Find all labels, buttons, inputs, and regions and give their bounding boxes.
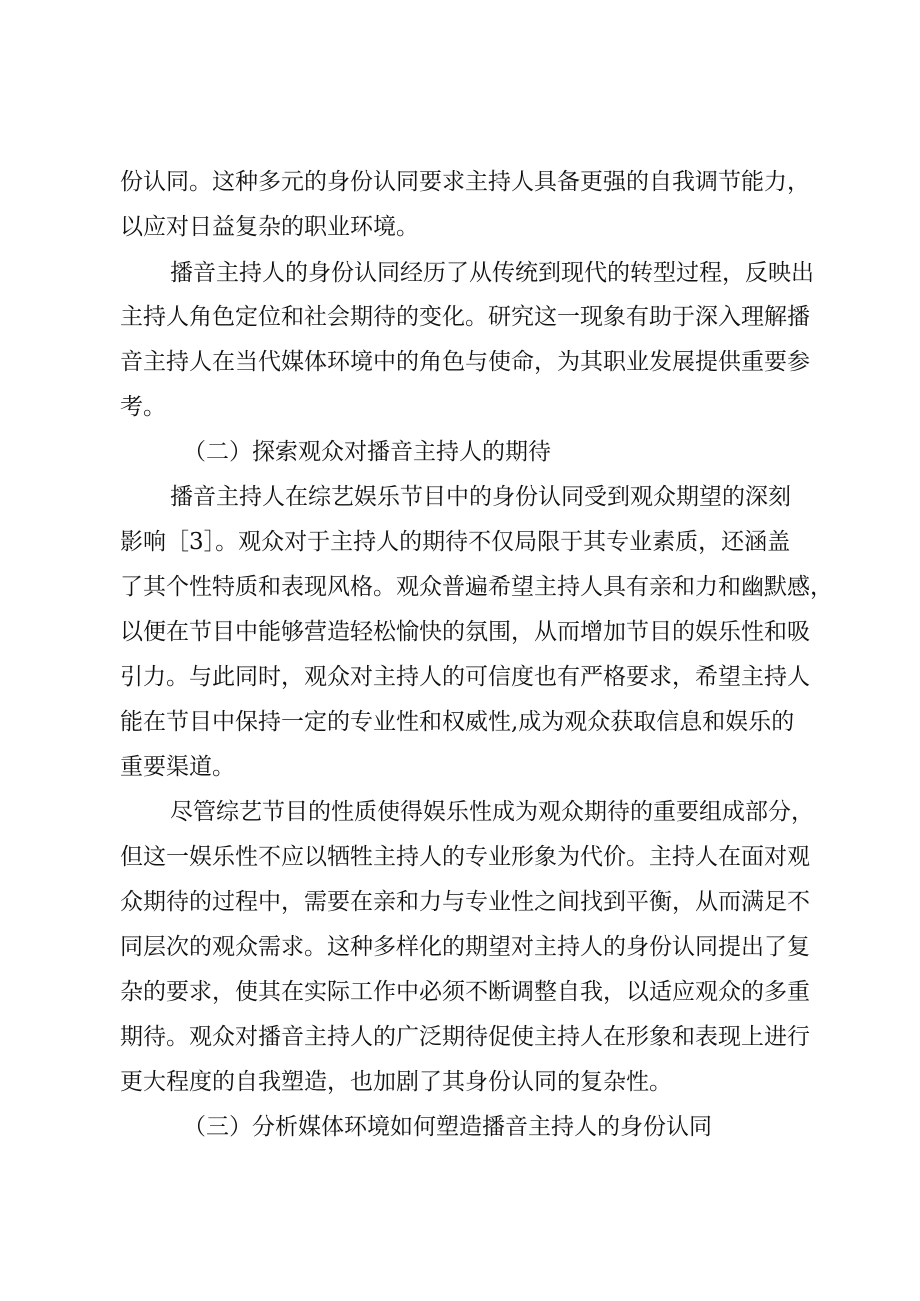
- text-line: 尽管综艺节目的性质使得娱乐性成为观众期待的重要组成部分，: [170, 799, 814, 825]
- text-line: 音主持人在当代媒体环境中的角色与使命，为其职业发展提供重要参: [120, 349, 810, 375]
- text-line: 但这一娱乐性不应以牺牲主持人的专业形象为代价。主持人在面对观: [120, 844, 810, 870]
- heading-line: （二）探索观众对播音主持人的期待: [183, 439, 551, 465]
- text-line: 主持人角色定位和社会期待的变化。研究这一现象有助于深入理解播: [120, 304, 810, 330]
- text-line: 同层次的观众需求。这种多样化的期望对主持人的身份认同提出了复: [120, 934, 810, 960]
- text-line: 杂的要求，使其在实际工作中必须不断调整自我，以适应观众的多重: [120, 979, 810, 1005]
- text-line: 了其个性特质和表现风格。观众普遍希望主持人具有亲和力和幽默感，: [120, 574, 833, 600]
- heading-line: （三）分析媒体环境如何塑造播音主持人的身份认同: [183, 1114, 712, 1140]
- text-line: 期待。观众对播音主持人的广泛期待促使主持人在形象和表现上进行: [120, 1024, 810, 1050]
- text-line: 以便在节目中能够营造轻松愉快的氛围，从而增加节目的娱乐性和吸: [120, 619, 810, 645]
- text-line: 引力。与此同时，观众对主持人的可信度也有严格要求，希望主持人: [120, 664, 810, 690]
- text-line: 众期待的过程中，需要在亲和力与专业性之间找到平衡，从而满足不: [120, 889, 810, 915]
- text-line: 以应对日益复杂的职业环境。: [120, 214, 419, 240]
- text-line: 能在节目中保持一定的专业性和权威性,成为观众获取信息和娱乐的: [120, 709, 795, 735]
- text-line: 播音主持人的身份认同经历了从传统到现代的转型过程，反映出: [170, 260, 814, 286]
- text-line: 影响［3］。观众对于主持人的期待不仅局限于其专业素质，还涵盖: [120, 529, 791, 555]
- text-line: 播音主持人在综艺娱乐节目中的身份认同受到观众期望的深刻: [170, 484, 791, 510]
- text-line: 重要渠道。: [120, 754, 235, 780]
- text-line: 考。: [120, 394, 166, 420]
- text-line: 份认同。这种多元的身份认同要求主持人具备更强的自我调节能力，: [120, 169, 810, 195]
- text-line: 更大程度的自我塑造，也加剧了其身份认同的复杂性。: [120, 1069, 672, 1095]
